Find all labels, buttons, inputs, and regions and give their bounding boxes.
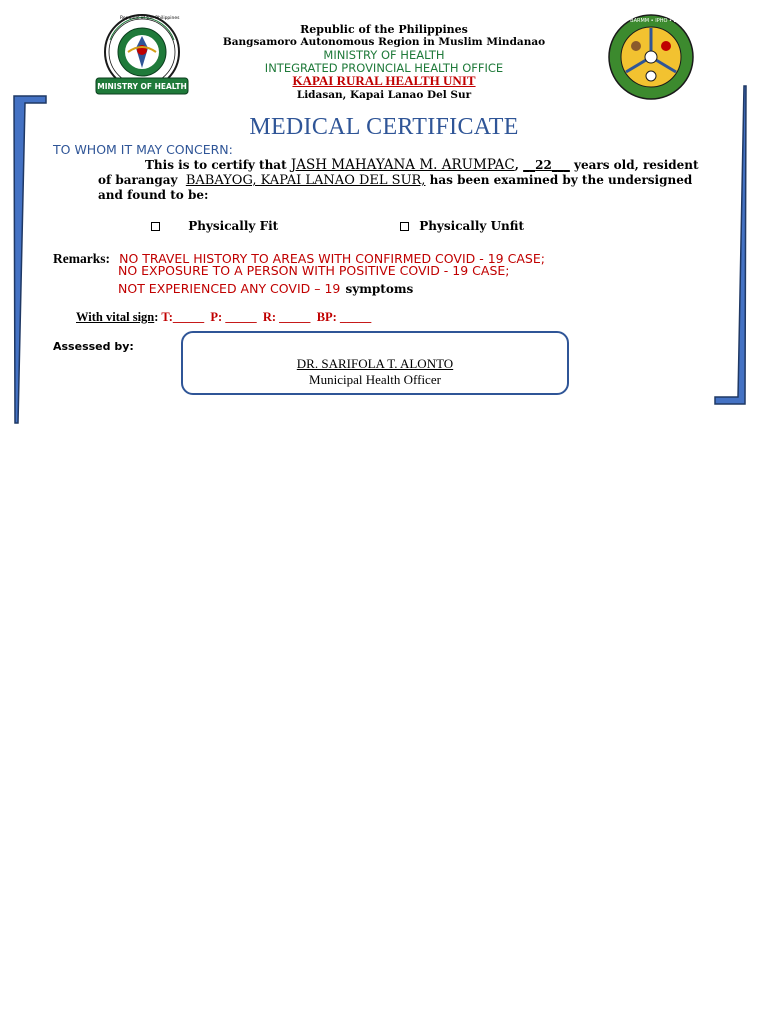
physically-fit-label: Physically Fit [188, 219, 279, 233]
certify-line [145, 157, 699, 173]
vital-respiration: R: _____ [262, 310, 311, 324]
seal-ribbon-text: MINISTRY OF HEALTH [97, 82, 187, 91]
header-region: Bangsamoro Autonomous Region in Muslim Mindanao [222, 36, 546, 48]
seal-ring-text: Republic of the Philippines [120, 16, 180, 21]
certify-intro: This is to certify that [145, 158, 287, 172]
vital-temperature: T:_____ [161, 310, 205, 324]
age-post: ___ [551, 158, 570, 172]
name-comma: , [514, 158, 519, 172]
patient-name: JASH MAHAYANA M. ARUMPAC [290, 157, 515, 173]
barangay-label: of barangay [98, 173, 178, 187]
remark-exposure: NO EXPOSURE TO A PERSON WITH POSITIVE COVID - 19 CASE; [118, 263, 510, 278]
age-suffix: years old, resident [574, 158, 699, 172]
physically-fit-checkbox[interactable] [151, 222, 160, 231]
left-frame-bracket [12, 92, 48, 427]
vital-label: With vital sign [76, 310, 155, 324]
patient-age: 22 [535, 158, 552, 172]
physically-fit-option[interactable] [151, 219, 278, 233]
vital-pulse: P: _____ [210, 310, 257, 324]
remark-experienced: NOT EXPERIENCED ANY COVID – 19 [118, 281, 341, 296]
header-ipho: INTEGRATED PROVINCIAL HEALTH OFFICE [264, 61, 504, 75]
examined-text: has been examined by the undersigned [429, 173, 693, 187]
header-ministry: MINISTRY OF HEALTH [323, 48, 445, 62]
header-republic: Republic of the Philippines [300, 23, 468, 36]
header-rhu: KAPAI RURAL HEALTH UNIT [292, 73, 476, 88]
physically-unfit-option[interactable] [400, 219, 524, 233]
signature-box [181, 331, 569, 395]
age-field [523, 158, 570, 172]
signatory-title: Municipal Health Officer [309, 372, 441, 387]
remarks-line-3 [118, 278, 413, 297]
remarks-label: Remarks: [53, 251, 110, 266]
vital-signs-line [76, 310, 371, 325]
physically-unfit-label: Physically Unfit [419, 219, 525, 233]
header-address: Lidasan, Kapai Lanao Del Sur [296, 89, 472, 101]
found-line: and found to be: [98, 188, 209, 202]
right-seal-ring-text: MOH • BARMM • IPHO • LDS • KAPAI RHU [612, 18, 717, 24]
age-pre: __ [523, 158, 536, 172]
physically-unfit-checkbox[interactable] [400, 222, 409, 231]
assessed-by-label: Assessed by: [53, 340, 134, 353]
salutation: TO WHOM IT MAY CONCERN: [53, 142, 233, 157]
vital-colon: : [154, 310, 159, 324]
vital-blood-pressure: BP: _____ [316, 310, 372, 324]
patient-barangay: BABAYOG, KAPAI LANAO DEL SUR, [185, 173, 426, 188]
remark-symptoms: symptoms [345, 282, 414, 296]
signatory-name: DR. SARIFOLA T. ALONTO [296, 356, 454, 371]
barangay-line [98, 173, 692, 188]
remark-travel: NO TRAVEL HISTORY TO AREAS WITH CONFIRMED COVID - 19 CASE; [119, 251, 545, 266]
document-title: MEDICAL CERTIFICATE [249, 114, 519, 140]
